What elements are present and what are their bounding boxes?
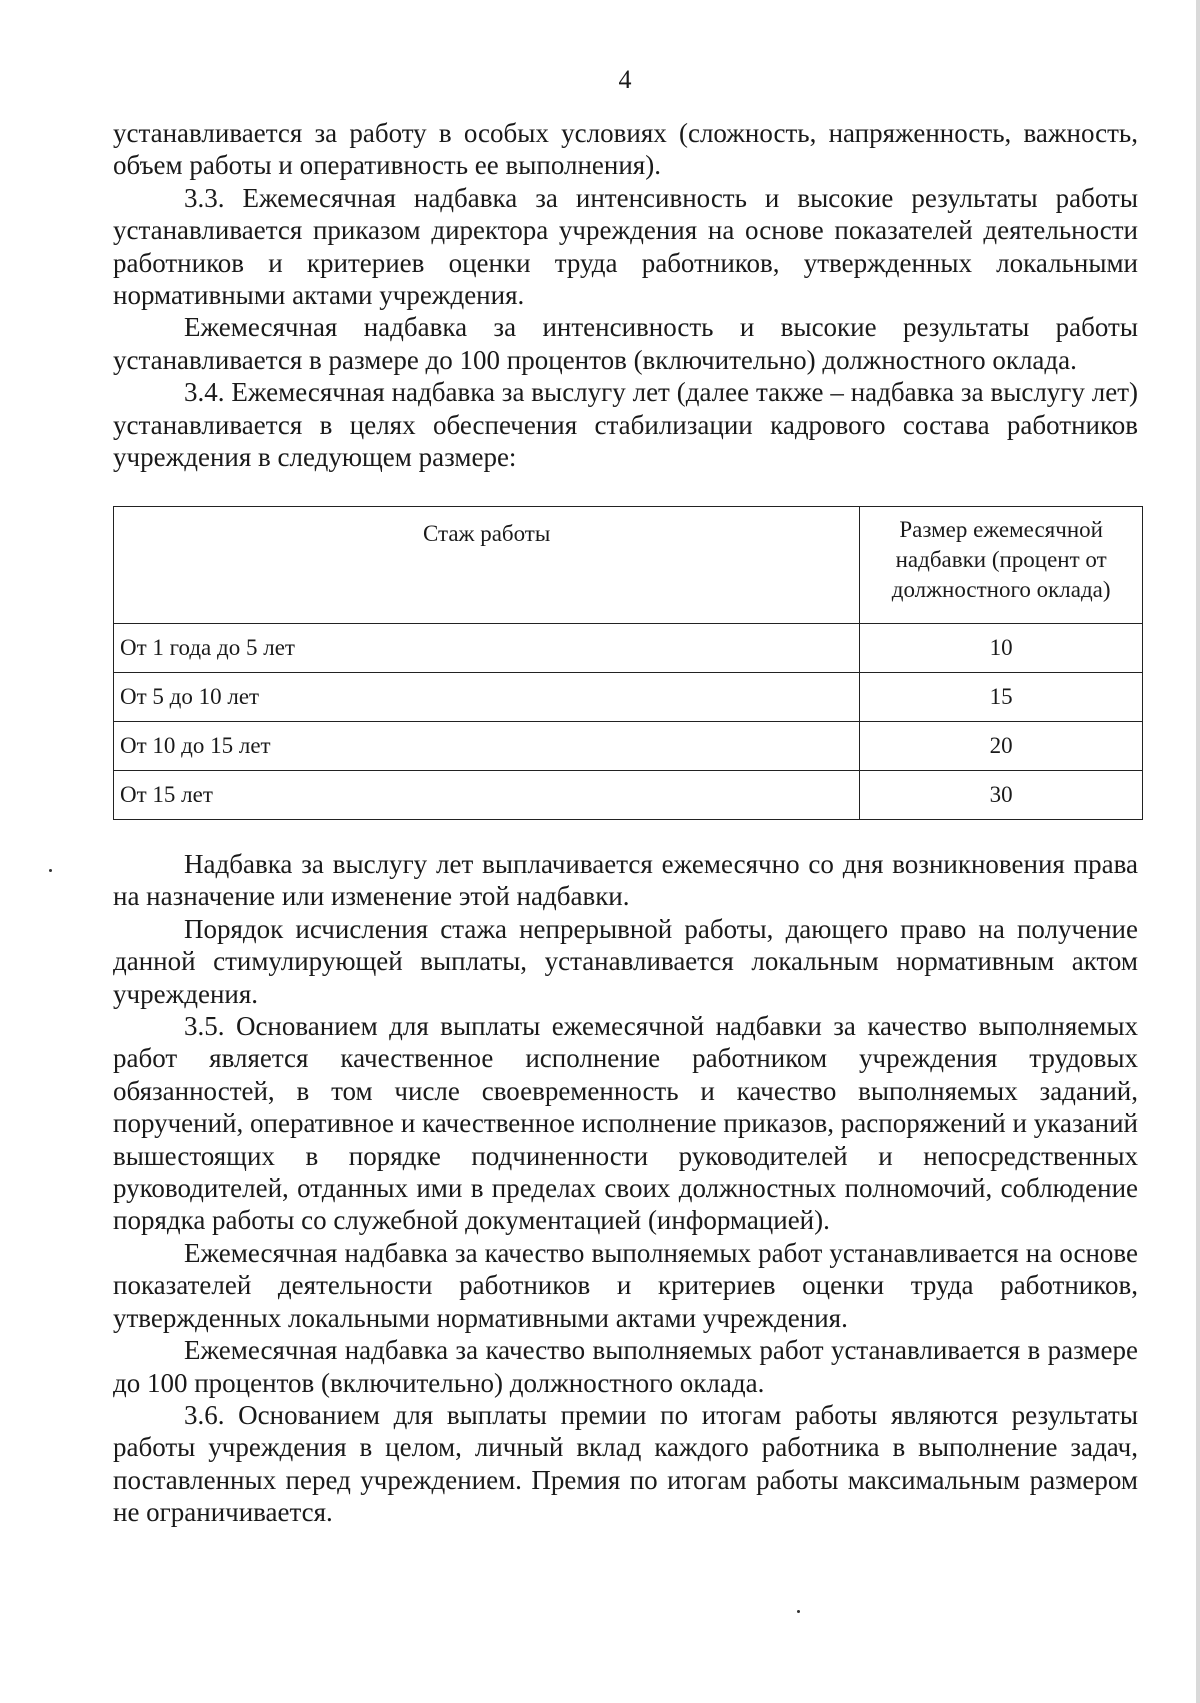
paragraph-3-6: 3.6. Основанием для выплаты премии по итогам работы являются результаты работы учреждения в целом, личный вклад каждого работника в выполнение задач, поставленных перед учреждением. Премия по итогам работы максимальным размером не ограничивается. — [113, 1399, 1138, 1528]
scan-speck — [797, 1610, 800, 1613]
table-row — [114, 722, 1143, 771]
percent-cell: 30 — [860, 771, 1143, 820]
paragraph-intensity-size: Ежемесячная надбавка за интенсивность и высокие результаты работы устанавливается в размере до 100 процентов (включительно) должностного оклада. — [113, 312, 1138, 375]
scan-edge — [1196, 0, 1200, 1703]
paragraph-3-3: 3.3. Ежемесячная надбавка за интенсивность и высокие результаты работы устанавливается приказом директора учреждения на основе показателей деятельности работников и критериев оценки труда работников, утвержденных локальными нормативными актами учреждения. — [113, 182, 1138, 311]
seniority-cell: От 1 года до 5 лет — [114, 624, 860, 673]
page-number: 4 — [618, 65, 632, 94]
top-text-block — [113, 117, 1138, 473]
paragraph-3-4: 3.4. Ежемесячная надбавка за выслугу лет (далее также – надбавка за выслугу лет) устанавливается в целях обеспечения стабилизации кадрового состава работников учреждения в следующем размере: — [113, 377, 1138, 473]
header-bonus-size — [860, 507, 1143, 624]
scan-speck — [49, 869, 52, 872]
seniority-cell: От 15 лет — [114, 771, 860, 820]
header-bonus-size-text: Размер ежемесячной надбавки (процент от должностного оклада) — [891, 517, 1111, 602]
paragraph-seniority-payment: Надбавка за выслугу лет выплачивается ежемесячно со дня возникновения права на назначение или изменение этой надбавки. — [113, 849, 1138, 912]
seniority-cell: От 10 до 15 лет — [114, 722, 860, 771]
bottom-text-block — [113, 848, 1138, 1529]
table-row — [114, 624, 1143, 673]
paragraph-quality-size: Ежемесячная надбавка за качество выполняемых работ устанавливается в размере до 100 процентов (включительно) должностного оклада. — [113, 1335, 1138, 1398]
table-header-row — [114, 507, 1143, 624]
paragraph-seniority-calculation: Порядок исчисления стажа непрерывной работы, дающего право на получение данной стимулирующей выплаты, устанавливается локальным нормативным актом учреждения. — [113, 913, 1138, 1009]
header-seniority: Стаж работы — [114, 507, 860, 624]
percent-cell: 10 — [860, 624, 1143, 673]
table-row — [114, 771, 1143, 820]
seniority-cell: От 5 до 10 лет — [114, 673, 860, 722]
percent-cell: 20 — [860, 722, 1143, 771]
paragraph-continuation: устанавливается за работу в особых условиях (сложность, напряженность, важность, объем работы и оперативность ее выполнения). — [113, 118, 1138, 181]
seniority-bonus-table — [113, 506, 1143, 820]
paragraph-3-5: 3.5. Основанием для выплаты ежемесячной надбавки за качество выполняемых работ является качественное исполнение работником учреждения трудовых обязанностей, в том числе своевременность и качество выполняемых заданий, поручений, оперативное и качественное исполнение приказов, распоряжений и указаний вышестоящих в порядке подчиненности руководителей и непосредственных руководителей, отданных ими в пределах своих должностных полномочий, соблюдение порядка работы со служебной документацией (информацией). — [113, 1011, 1138, 1236]
paragraph-quality-basis: Ежемесячная надбавка за качество выполняемых работ устанавливается на основе показателей деятельности работников и критериев оценки труда работников, утвержденных локальными нормативными актами учреждения. — [113, 1237, 1138, 1333]
percent-cell: 15 — [860, 673, 1143, 722]
table-row — [114, 673, 1143, 722]
